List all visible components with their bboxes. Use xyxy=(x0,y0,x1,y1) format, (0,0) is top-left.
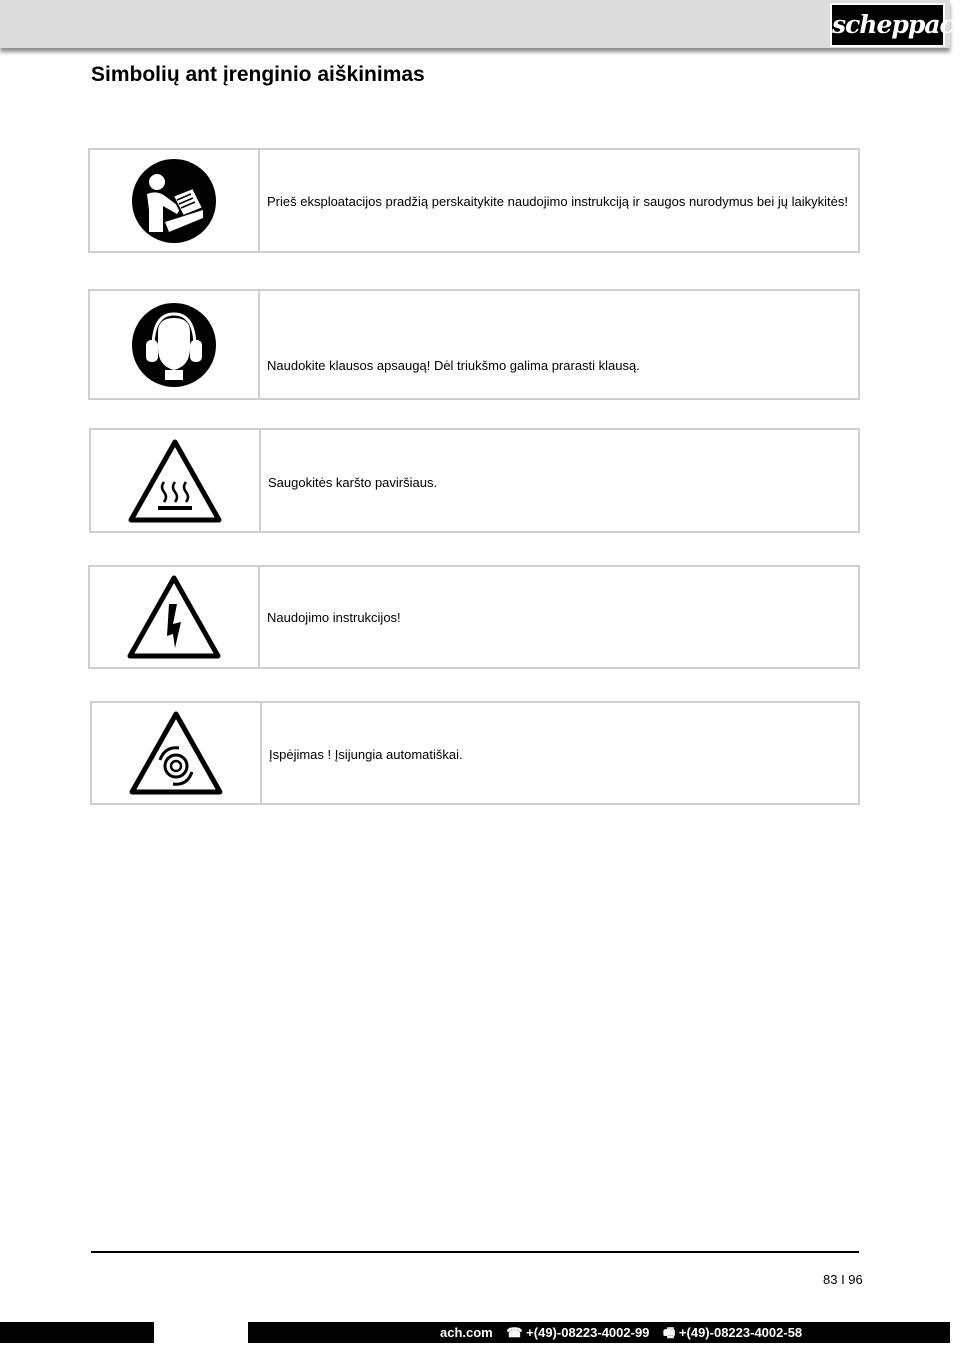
symbol-description: Naudojimo instrukcijos! xyxy=(267,610,401,625)
footer-fax: 🖷 +(49)-08223-4002-58 xyxy=(663,1325,803,1340)
page-title: Simbolių ant įrenginio aiškinimas xyxy=(91,63,425,86)
hot-surface-warning-icon xyxy=(128,438,222,524)
read-manual-icon xyxy=(131,158,217,244)
symbol-row-ear-protection xyxy=(88,289,860,400)
symbol-description: Naudokite klausos apsaugą! Dėl triukšmo galima prarasti klausą. xyxy=(267,358,640,373)
symbol-row-automatic-start xyxy=(90,701,860,805)
symbol-row-read-manual xyxy=(88,148,860,253)
symbol-icon-cell xyxy=(90,291,260,398)
footer-phone: ☎ +(49)-08223-4002-99 xyxy=(506,1325,650,1340)
symbol-description: Prieš eksploatacijos pradžią perskaitykite naudojimo instrukciją ir saugos nurodymus bei jų laikykitės! xyxy=(267,194,848,209)
symbol-description: Įspėjimas ! Įsijungia automatiškai. xyxy=(269,747,463,762)
symbol-icon-cell xyxy=(92,703,262,803)
symbol-icon-cell xyxy=(90,150,260,251)
footer-white-block xyxy=(154,1322,248,1343)
footer-contact xyxy=(440,1324,812,1346)
ear-protection-icon xyxy=(131,302,217,388)
electric-voltage-warning-icon xyxy=(127,574,221,660)
symbol-icon-cell xyxy=(91,430,261,531)
symbol-description: Saugokitės karšto paviršiaus. xyxy=(268,475,438,490)
symbol-row-hot-surface xyxy=(89,428,860,533)
symbol-icon-cell xyxy=(90,567,260,667)
footer-rule xyxy=(91,1251,859,1253)
symbol-row-electric-voltage xyxy=(88,565,860,669)
page-number: 83 I 96 xyxy=(823,1272,863,1287)
footer-website[interactable]: ach.com xyxy=(440,1325,493,1340)
automatic-start-warning-icon xyxy=(129,710,223,796)
header-bar xyxy=(0,0,950,48)
brand-logo: scheppach xyxy=(830,3,945,47)
